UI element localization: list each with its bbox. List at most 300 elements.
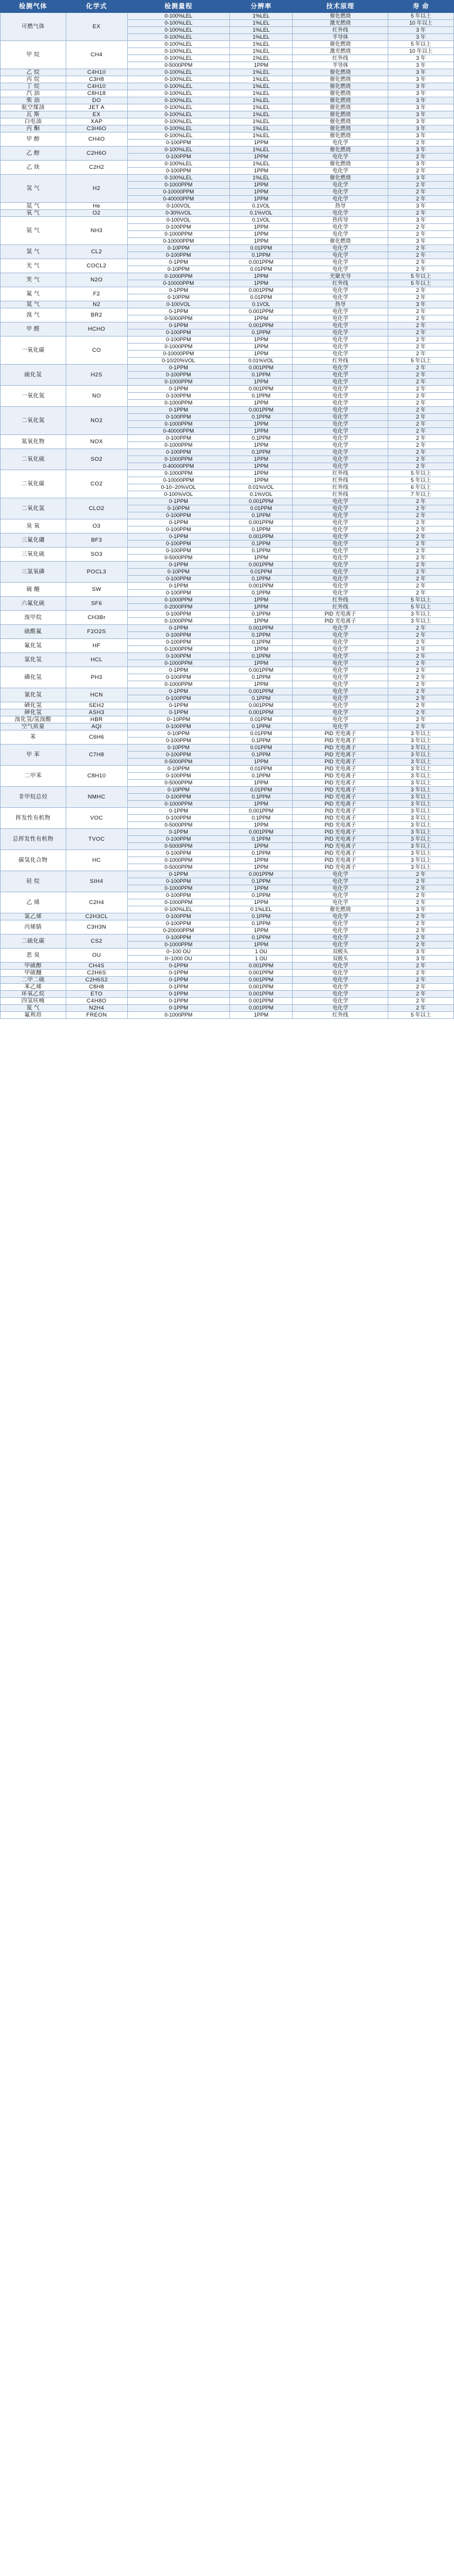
cell-range: 0-5000PPM bbox=[127, 864, 230, 871]
cell-range: 0-1PPM bbox=[127, 498, 230, 505]
cell-range: 0-100%LEL bbox=[127, 41, 230, 48]
cell-life: 6 年以上 bbox=[388, 484, 454, 491]
cell-formula: HCN bbox=[66, 688, 127, 702]
cell-gas-name: 甲硫醇 bbox=[1, 963, 66, 970]
cell-range: 0-100%LEL bbox=[127, 104, 230, 111]
cell-life: 3 年 bbox=[388, 34, 454, 41]
cell-life: 2 年 bbox=[388, 576, 454, 583]
cell-life: 3 年 bbox=[388, 125, 454, 132]
cell-technology: 催化燃烧 bbox=[293, 906, 388, 913]
cell-technology: 电化学 bbox=[293, 934, 388, 942]
cell-resolution: 1PPM bbox=[230, 280, 293, 287]
cell-technology: PID 光电离子 bbox=[293, 864, 388, 871]
cell-range: 0-1PPM bbox=[127, 709, 230, 716]
cell-technology: 电化学 bbox=[293, 259, 388, 266]
cell-range: 0-1PPM bbox=[127, 808, 230, 815]
cell-life: 2 年 bbox=[388, 393, 454, 400]
cell-technology: 电化学 bbox=[293, 963, 388, 970]
cell-range: 0-1PPM bbox=[127, 977, 230, 984]
table-row bbox=[1, 287, 454, 294]
cell-technology: 催化燃烧 bbox=[293, 161, 388, 168]
cell-formula: CH4 bbox=[66, 41, 127, 69]
cell-gas-name: 四氢呋喃 bbox=[1, 998, 66, 1005]
cell-resolution: 1%LEL bbox=[230, 97, 293, 104]
cell-formula: ETO bbox=[66, 991, 127, 998]
cell-gas-name: 非甲烷总烃 bbox=[1, 787, 66, 808]
cell-life: 2 年 bbox=[388, 695, 454, 702]
cell-technology: 电化学 bbox=[293, 548, 388, 555]
cell-range: 0-100PPM bbox=[127, 435, 230, 442]
cell-gas-name: 航空煤油 bbox=[1, 104, 66, 111]
cell-resolution: 0.001PPM bbox=[230, 519, 293, 526]
cell-technology: PID 光电离子 bbox=[293, 773, 388, 780]
cell-range: 0-5000PPM bbox=[127, 780, 230, 787]
cell-resolution: 0.1PPM bbox=[230, 541, 293, 548]
cell-resolution: 1PPM bbox=[230, 660, 293, 667]
cell-technology: 电化学 bbox=[293, 625, 388, 632]
cell-range: 0-1000PPM bbox=[127, 857, 230, 864]
table-row bbox=[1, 435, 454, 442]
cell-life: 2 年 bbox=[388, 407, 454, 414]
cell-range: 0-1PPM bbox=[127, 533, 230, 541]
cell-range: 0-100PPM bbox=[127, 752, 230, 759]
cell-life: 2 年 bbox=[388, 625, 454, 632]
cell-resolution: 1PPM bbox=[230, 315, 293, 322]
cell-life: 2 年 bbox=[388, 646, 454, 653]
cell-life: 2 年 bbox=[388, 991, 454, 998]
cell-life: 2 年 bbox=[388, 984, 454, 991]
table-row bbox=[1, 787, 454, 794]
cell-range: 0-5000PPM bbox=[127, 62, 230, 69]
cell-range: 0-100%LEL bbox=[127, 34, 230, 41]
cell-resolution: 1PPM bbox=[230, 224, 293, 231]
cell-gas-name: 硫 醚 bbox=[1, 583, 66, 597]
cell-resolution: 1PPM bbox=[230, 344, 293, 351]
cell-life: 2 年 bbox=[388, 259, 454, 266]
cell-gas-name: 硫酰氟 bbox=[1, 625, 66, 639]
cell-formula: SF6 bbox=[66, 597, 127, 611]
cell-technology: 电化学 bbox=[293, 196, 388, 203]
cell-gas-name: 甲 醇 bbox=[1, 132, 66, 147]
cell-gas-name: 汽 油 bbox=[1, 90, 66, 97]
cell-technology: 催化燃烧 bbox=[293, 238, 388, 245]
cell-gas-name: 二甲苯 bbox=[1, 766, 66, 787]
cell-formula: FREON bbox=[66, 1012, 127, 1019]
cell-technology: 热导 bbox=[293, 301, 388, 308]
cell-resolution: 0.1PPM bbox=[230, 329, 293, 337]
cell-resolution: 1PPM bbox=[230, 238, 293, 245]
cell-gas-name: 二氧化碳 bbox=[1, 470, 66, 498]
cell-formula: C4H8O bbox=[66, 998, 127, 1005]
cell-range: 0-2000PPM bbox=[127, 604, 230, 611]
cell-resolution: 0.01PPM bbox=[230, 745, 293, 752]
cell-life: 5 年以上 bbox=[388, 477, 454, 484]
cell-gas-name: 硫化氢 bbox=[1, 365, 66, 386]
col-technology: 技术原理 bbox=[293, 1, 388, 13]
table-row bbox=[1, 301, 454, 308]
cell-life: 2 年 bbox=[388, 287, 454, 294]
cell-range: 0-1PPM bbox=[127, 259, 230, 266]
cell-resolution: 1PPM bbox=[230, 927, 293, 934]
cell-technology: 催化燃烧 bbox=[293, 132, 388, 140]
cell-formula: SW bbox=[66, 583, 127, 597]
cell-life: 3 年以上 bbox=[388, 787, 454, 794]
table-row bbox=[1, 217, 454, 224]
cell-technology: PID 光电离子 bbox=[293, 857, 388, 864]
cell-gas-name: 三氟化硼 bbox=[1, 533, 66, 548]
cell-range: 0-1000PPM bbox=[127, 618, 230, 625]
cell-resolution: 0.1PPM bbox=[230, 850, 293, 857]
cell-range: 0-1000PPM bbox=[127, 182, 230, 189]
cell-range: 0~10PPM bbox=[127, 716, 230, 723]
cell-range: 0-100PPM bbox=[127, 695, 230, 702]
cell-range: 0-100%LEL bbox=[127, 90, 230, 97]
cell-range: 0-1000PPM bbox=[127, 660, 230, 667]
table-row bbox=[1, 548, 454, 555]
cell-technology: PID 光电离子 bbox=[293, 794, 388, 801]
cell-technology: PID 光电离子 bbox=[293, 815, 388, 822]
cell-gas-name: 乙 烯 bbox=[1, 892, 66, 913]
table-row bbox=[1, 716, 454, 723]
cell-resolution: 0.1PPM bbox=[230, 576, 293, 583]
cell-life: 3 年以上 bbox=[388, 611, 454, 618]
cell-range: 0-1000PPM bbox=[127, 379, 230, 386]
cell-formula: C8H10 bbox=[66, 766, 127, 787]
cell-resolution: 1PPM bbox=[230, 604, 293, 611]
cell-life: 5 年以上 bbox=[388, 604, 454, 611]
cell-life: 2 年 bbox=[388, 182, 454, 189]
cell-resolution: 0.1%VOL bbox=[230, 491, 293, 498]
cell-range: 0-100%LEL bbox=[127, 132, 230, 140]
cell-gas-name: 氯 气 bbox=[1, 245, 66, 259]
cell-life: 2 年 bbox=[388, 920, 454, 927]
cell-life: 3 年以上 bbox=[388, 808, 454, 815]
cell-life: 2 年 bbox=[388, 970, 454, 977]
cell-gas-name: 臭 氧 bbox=[1, 519, 66, 533]
cell-formula: C2H3CL bbox=[66, 913, 127, 920]
cell-technology: PID 光电离子 bbox=[293, 808, 388, 815]
cell-life: 2 年 bbox=[388, 231, 454, 238]
cell-life: 3 年以上 bbox=[388, 836, 454, 843]
cell-life: 10 年以上 bbox=[388, 20, 454, 27]
cell-gas-name: 挥发性有机物 bbox=[1, 808, 66, 829]
cell-life: 2 年 bbox=[388, 505, 454, 512]
cell-technology: 电化学 bbox=[293, 287, 388, 294]
table-row bbox=[1, 245, 454, 252]
cell-resolution: 0.1PPM bbox=[230, 674, 293, 681]
cell-resolution: 1PPM bbox=[230, 618, 293, 625]
cell-resolution: 1 OU bbox=[230, 956, 293, 963]
cell-life: 2 年 bbox=[388, 723, 454, 730]
cell-gas-name: 丙 烷 bbox=[1, 76, 66, 83]
cell-life: 2 年 bbox=[388, 308, 454, 315]
cell-resolution: 0.01PPM bbox=[230, 730, 293, 738]
cell-technology: 电化学 bbox=[293, 576, 388, 583]
cell-resolution: 1PPM bbox=[230, 273, 293, 280]
cell-formula: F2 bbox=[66, 287, 127, 301]
cell-life: 3 年 bbox=[388, 956, 454, 963]
cell-technology: 电化学 bbox=[293, 414, 388, 421]
cell-technology: 电化学 bbox=[293, 569, 388, 576]
cell-range: 0-100%LEL bbox=[127, 147, 230, 154]
cell-range: 0-100%LEL bbox=[127, 13, 230, 20]
cell-formula: NO2 bbox=[66, 407, 127, 435]
cell-resolution: 1PPM bbox=[230, 400, 293, 407]
cell-life: 2 年 bbox=[388, 660, 454, 667]
table-row bbox=[1, 118, 454, 125]
cell-technology: 红外线 bbox=[293, 491, 388, 498]
cell-range: 0-100PPM bbox=[127, 653, 230, 660]
cell-technology: 电化学 bbox=[293, 878, 388, 885]
cell-range: 0-10PPM bbox=[127, 294, 230, 301]
cell-range: 0-100%LEL bbox=[127, 175, 230, 182]
cell-life: 3 年 bbox=[388, 27, 454, 34]
table-row bbox=[1, 125, 454, 132]
cell-resolution: 1%LEL bbox=[230, 90, 293, 97]
cell-range: 0-1PPM bbox=[127, 871, 230, 878]
cell-life: 3 年以上 bbox=[388, 738, 454, 745]
cell-technology: PID 光电离子 bbox=[293, 850, 388, 857]
cell-technology: 电化学 bbox=[293, 329, 388, 337]
cell-technology: 电化学 bbox=[293, 562, 388, 569]
cell-range: 0-100PPM bbox=[127, 154, 230, 161]
cell-technology: 电化学 bbox=[293, 583, 388, 590]
cell-range: 0-10PPM bbox=[127, 745, 230, 752]
cell-formula: C7H8 bbox=[66, 745, 127, 766]
gas-sensor-spec-page bbox=[0, 0, 454, 1019]
cell-resolution: 0.1PPM bbox=[230, 878, 293, 885]
cell-range: 0-1PPM bbox=[127, 386, 230, 393]
cell-technology: 电化学 bbox=[293, 154, 388, 161]
cell-life: 2 年 bbox=[388, 885, 454, 892]
cell-gas-name: 三氧化硫 bbox=[1, 548, 66, 562]
cell-gas-name: 可燃气体 bbox=[1, 13, 66, 41]
cell-life: 3 年 bbox=[388, 238, 454, 245]
cell-life: 2 年 bbox=[388, 533, 454, 541]
cell-technology: 电化学 bbox=[293, 168, 388, 175]
cell-gas-name: 磷化氢 bbox=[1, 667, 66, 688]
gas-spec-table bbox=[0, 0, 454, 1019]
cell-technology: 催化燃烧 bbox=[293, 76, 388, 83]
table-row bbox=[1, 273, 454, 280]
cell-resolution: 1PPM bbox=[230, 1012, 293, 1019]
cell-resolution: 0.01%VOL bbox=[230, 484, 293, 491]
table-row bbox=[1, 13, 454, 20]
cell-resolution: 0.001PPM bbox=[230, 259, 293, 266]
cell-technology: 电化学 bbox=[293, 428, 388, 435]
cell-range: 0-100%LEL bbox=[127, 111, 230, 118]
cell-technology: 电化学 bbox=[293, 231, 388, 238]
cell-range: 0-1000PPM bbox=[127, 442, 230, 449]
cell-gas-name: 丁 烷 bbox=[1, 83, 66, 90]
cell-life: 3 年以上 bbox=[388, 829, 454, 836]
cell-resolution: 0.1PPM bbox=[230, 913, 293, 920]
cell-life: 2 年 bbox=[388, 344, 454, 351]
cell-technology: 电化学 bbox=[293, 688, 388, 695]
cell-technology: 电化学 bbox=[293, 646, 388, 653]
cell-technology: 电化学 bbox=[293, 632, 388, 639]
cell-technology: 电化学 bbox=[293, 315, 388, 322]
cell-gas-name: 氮氧化物 bbox=[1, 435, 66, 449]
table-row bbox=[1, 76, 454, 83]
cell-life: 3 年以上 bbox=[388, 773, 454, 780]
cell-technology: 电化学 bbox=[293, 639, 388, 646]
cell-range: 0-100PPM bbox=[127, 674, 230, 681]
cell-life: 2 年 bbox=[388, 196, 454, 203]
cell-range: 0-1PPM bbox=[127, 991, 230, 998]
cell-resolution: 0.001PPM bbox=[230, 1005, 293, 1012]
cell-life: 5 年以上 bbox=[388, 13, 454, 20]
cell-gas-name: 甲 烷 bbox=[1, 41, 66, 69]
cell-formula: HBR bbox=[66, 716, 127, 723]
cell-resolution: 1PPM bbox=[230, 351, 293, 358]
cell-range: 0-5000PPM bbox=[127, 822, 230, 829]
cell-life: 3 年 bbox=[388, 62, 454, 69]
cell-gas-name: 二氧化氮 bbox=[1, 407, 66, 435]
cell-life: 2 年 bbox=[388, 590, 454, 597]
cell-life: 2 年 bbox=[388, 372, 454, 379]
cell-life: 5 年以上 bbox=[388, 1012, 454, 1019]
cell-technology: 电化学 bbox=[293, 920, 388, 927]
cell-formula: F2O2S bbox=[66, 625, 127, 639]
cell-resolution: 0.1PPM bbox=[230, 512, 293, 519]
cell-life: 2 年 bbox=[388, 442, 454, 449]
cell-life: 2 年 bbox=[388, 688, 454, 695]
table-row bbox=[1, 175, 454, 182]
cell-life: 3 年 bbox=[388, 69, 454, 76]
cell-life: 3 年 bbox=[388, 111, 454, 118]
cell-resolution: 0.1PPM bbox=[230, 723, 293, 730]
cell-life: 2 年 bbox=[388, 709, 454, 716]
cell-technology: 电化学 bbox=[293, 681, 388, 688]
cell-life: 5 年以上 bbox=[388, 470, 454, 477]
cell-range: 0-10PPM bbox=[127, 787, 230, 794]
table-row bbox=[1, 653, 454, 660]
cell-life: 2 年 bbox=[388, 583, 454, 590]
table-row bbox=[1, 702, 454, 709]
cell-life: 2 年 bbox=[388, 449, 454, 456]
cell-technology: PID 光电离子 bbox=[293, 801, 388, 808]
cell-range: 0-100PPM bbox=[127, 611, 230, 618]
cell-life: 2 年 bbox=[388, 456, 454, 463]
cell-range: 0-1PPM bbox=[127, 583, 230, 590]
table-row bbox=[1, 920, 454, 927]
cell-life: 2 年 bbox=[388, 541, 454, 548]
cell-life: 2 年 bbox=[388, 526, 454, 533]
cell-gas-name: 氮 气 bbox=[1, 301, 66, 308]
cell-resolution: 1PPM bbox=[230, 942, 293, 949]
cell-technology: 半导体 bbox=[293, 34, 388, 41]
table-row bbox=[1, 562, 454, 569]
cell-formula: N2 bbox=[66, 301, 127, 308]
table-row bbox=[1, 970, 454, 977]
cell-technology: 电化学 bbox=[293, 512, 388, 519]
cell-technology: 电化学 bbox=[293, 365, 388, 372]
cell-range: 0-1PPM bbox=[127, 287, 230, 294]
cell-range: 0-1PPM bbox=[127, 688, 230, 695]
cell-range: 0-100PPM bbox=[127, 252, 230, 259]
cell-range: 0-20000PPM bbox=[127, 927, 230, 934]
cell-resolution: 1PPM bbox=[230, 843, 293, 850]
header-row bbox=[1, 1, 454, 13]
cell-technology: 半导体 bbox=[293, 62, 388, 69]
cell-gas-name: 苯 bbox=[1, 730, 66, 745]
cell-technology: 电化学 bbox=[293, 892, 388, 899]
cell-technology: 电化学 bbox=[293, 421, 388, 428]
cell-life: 2 年 bbox=[388, 632, 454, 639]
cell-resolution: 1%LEL bbox=[230, 132, 293, 140]
cell-range: 0-100PPM bbox=[127, 892, 230, 899]
cell-formula: HF bbox=[66, 639, 127, 653]
cell-resolution: 0.01%VOL bbox=[230, 358, 293, 365]
cell-formula: C8H18 bbox=[66, 90, 127, 97]
cell-life: 2 年 bbox=[388, 548, 454, 555]
cell-range: 0-1000PPM bbox=[127, 801, 230, 808]
cell-formula: SO2 bbox=[66, 449, 127, 470]
cell-range: 0-100%VOL bbox=[127, 491, 230, 498]
table-row bbox=[1, 667, 454, 674]
table-row bbox=[1, 104, 454, 111]
cell-life: 3 年以上 bbox=[388, 752, 454, 759]
cell-range: 0-1PPM bbox=[127, 365, 230, 372]
cell-resolution: 1PPM bbox=[230, 140, 293, 147]
cell-technology: PID 光电离子 bbox=[293, 836, 388, 843]
cell-technology: 红外线 bbox=[293, 470, 388, 477]
cell-resolution: 0.01PPM bbox=[230, 569, 293, 576]
cell-resolution: 0.001PPM bbox=[230, 984, 293, 991]
cell-range: 0-1000PPM bbox=[127, 1012, 230, 1019]
cell-gas-name: 恶 臭 bbox=[1, 949, 66, 963]
cell-range: 0-1PPM bbox=[127, 984, 230, 991]
col-gas: 检测气体 bbox=[1, 1, 66, 13]
cell-technology: 热传导 bbox=[293, 217, 388, 224]
table-row bbox=[1, 161, 454, 168]
cell-life: 7 年以上 bbox=[388, 491, 454, 498]
cell-resolution: 1PPM bbox=[230, 189, 293, 196]
cell-technology: 电化学 bbox=[293, 393, 388, 400]
cell-resolution: 1PPM bbox=[230, 759, 293, 766]
cell-gas-name: 氟 气 bbox=[1, 287, 66, 301]
cell-technology: PID 光电离子 bbox=[293, 730, 388, 738]
cell-resolution: 0.001PPM bbox=[230, 583, 293, 590]
cell-technology: 电化学 bbox=[293, 541, 388, 548]
cell-life: 2 年 bbox=[388, 871, 454, 878]
cell-technology: 电化学 bbox=[293, 386, 388, 393]
cell-resolution: 0.1PPM bbox=[230, 695, 293, 702]
cell-gas-name: 一氧化碳 bbox=[1, 337, 66, 365]
cell-resolution: 0.001PPM bbox=[230, 625, 293, 632]
cell-resolution: 0.1PPM bbox=[230, 794, 293, 801]
cell-life: 3 年 bbox=[388, 203, 454, 210]
cell-range: 0-1PPM bbox=[127, 308, 230, 315]
cell-formula: NOX bbox=[66, 435, 127, 449]
cell-life: 2 年 bbox=[388, 224, 454, 231]
cell-life: 2 年 bbox=[388, 899, 454, 906]
cell-gas-name: 氰化氢 bbox=[1, 688, 66, 702]
cell-technology: 电化学 bbox=[293, 294, 388, 301]
cell-range: 0-100PPM bbox=[127, 738, 230, 745]
cell-gas-name: 氧 气 bbox=[1, 210, 66, 217]
cell-gas-name: 柴 油 bbox=[1, 97, 66, 104]
cell-range: 0-10PPM bbox=[127, 730, 230, 738]
cell-technology: 催化燃烧 bbox=[293, 118, 388, 125]
cell-technology: 催化燃烧 bbox=[293, 111, 388, 118]
cell-resolution: 0.1PPM bbox=[230, 435, 293, 442]
cell-range: 0-100%LEL bbox=[127, 27, 230, 34]
table-row bbox=[1, 259, 454, 266]
cell-formula: C3H3N bbox=[66, 920, 127, 934]
cell-formula: CLO2 bbox=[66, 498, 127, 519]
